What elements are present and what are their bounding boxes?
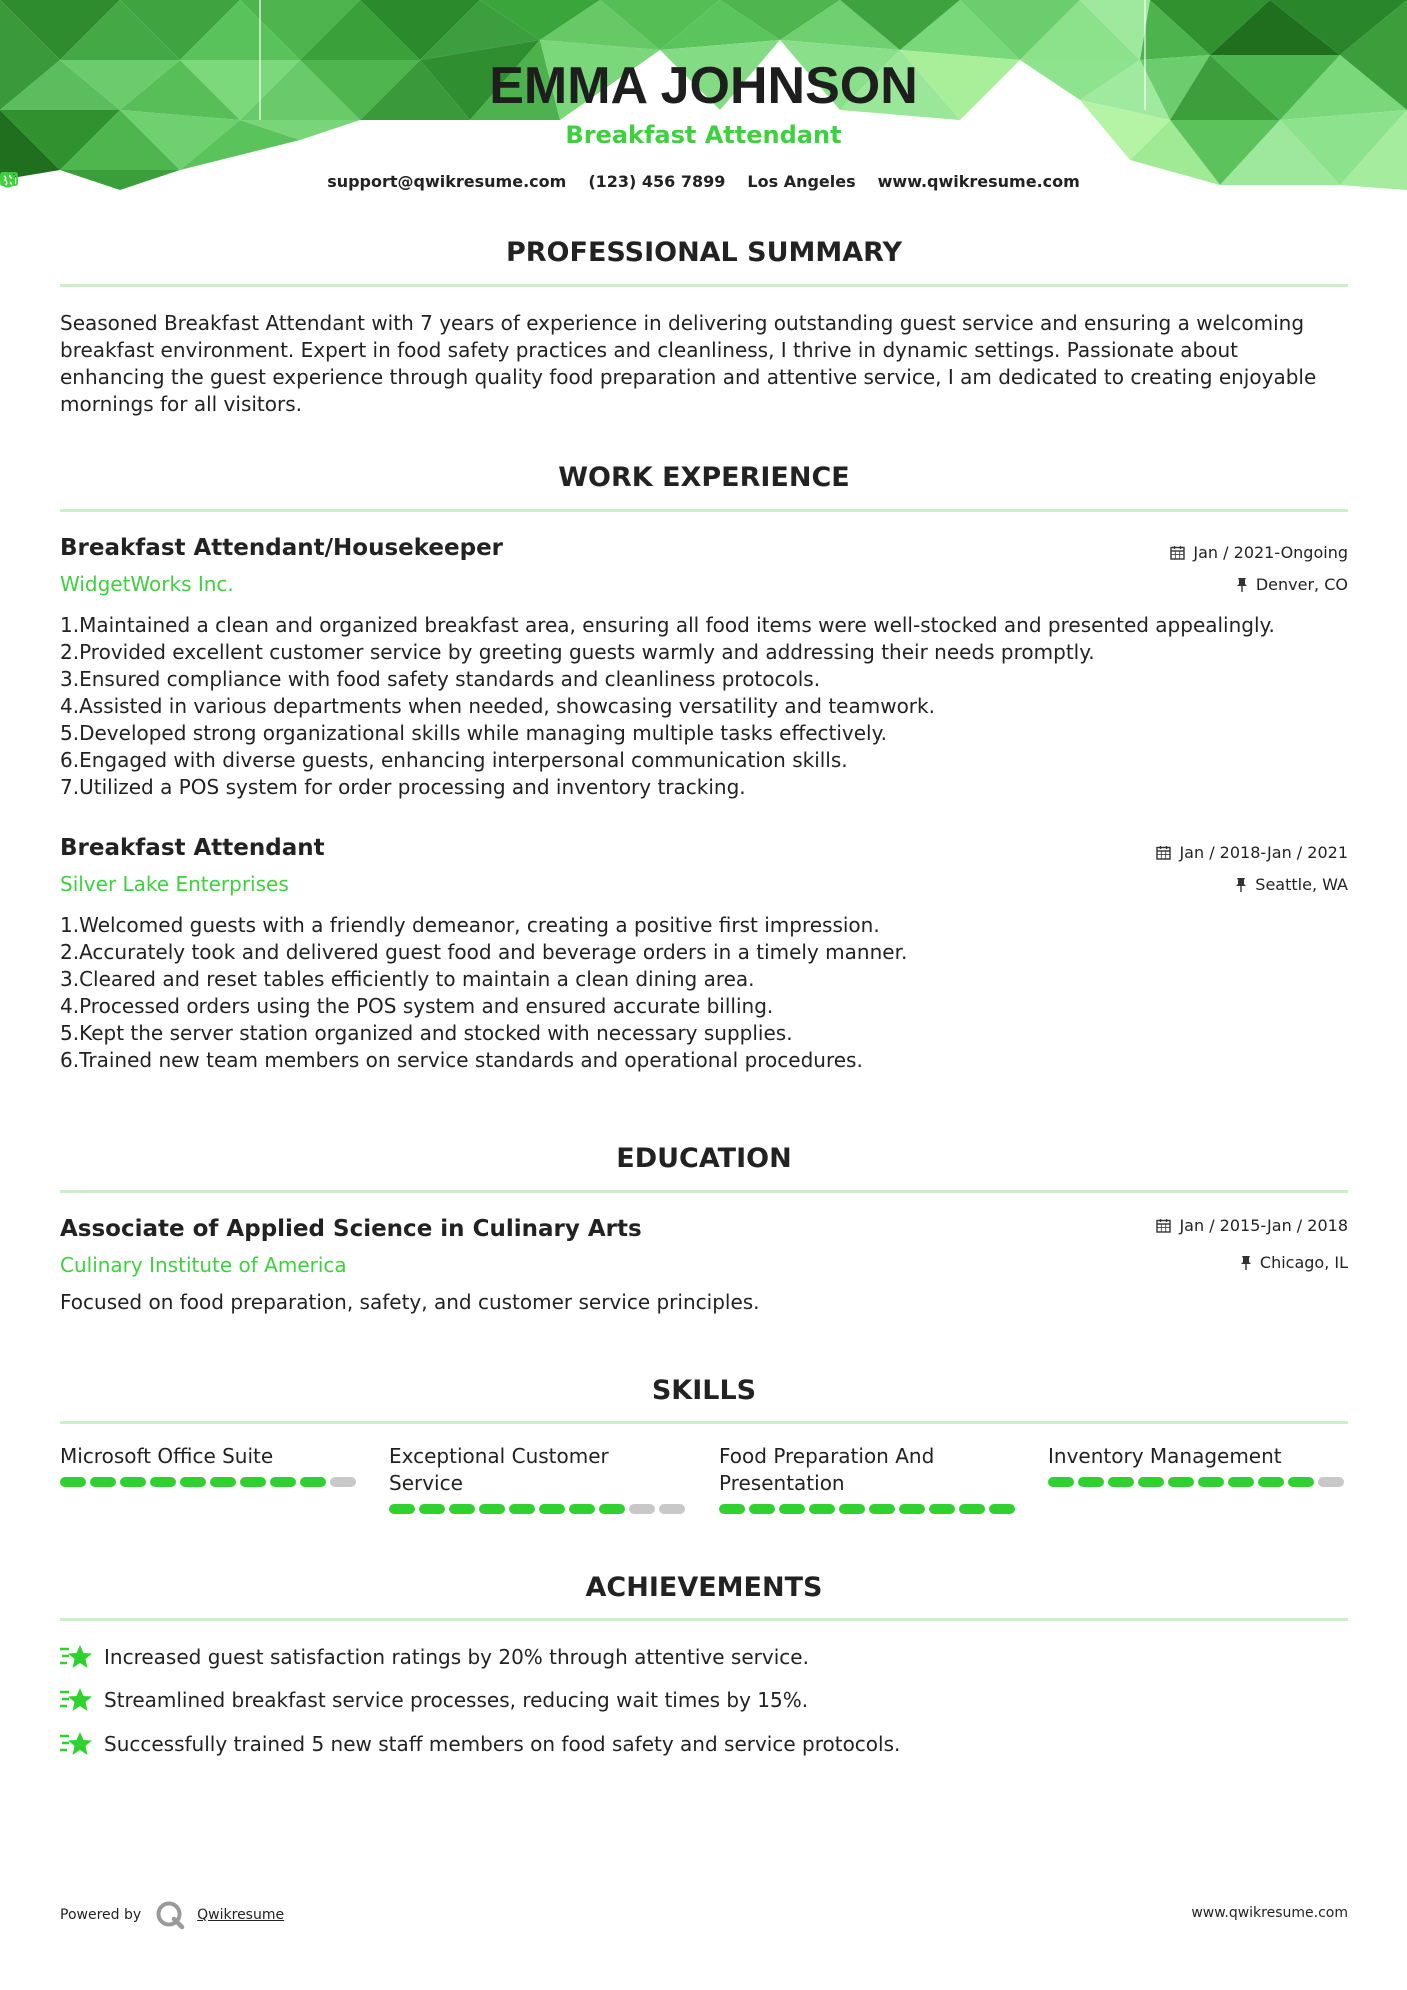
contact-email-text: support@qwikresume.com xyxy=(327,172,567,191)
pushpin-icon xyxy=(1240,1255,1252,1270)
skill-level-segment xyxy=(90,1477,116,1487)
education-heading: EDUCATION xyxy=(616,1143,792,1174)
contact-location xyxy=(747,172,855,191)
skill-level-segment xyxy=(1138,1477,1164,1487)
list-item: 4.Processed orders using the POS system and ensured accurate billing. xyxy=(60,994,774,1018)
contact-website[interactable] xyxy=(878,172,1080,191)
star-badge-icon xyxy=(60,1731,92,1757)
list-item: 6.Engaged with diverse guests, enhancing interpersonal communication skills. xyxy=(60,748,848,772)
footer-powered-by xyxy=(60,1900,284,1930)
skill-level-segment xyxy=(569,1504,595,1514)
skill-name: Exceptional Customer Service xyxy=(389,1444,609,1495)
skill-level-bar xyxy=(719,1504,1019,1514)
skill-level-segment xyxy=(1168,1477,1194,1487)
achievement-item xyxy=(60,1731,900,1757)
skills-rule xyxy=(60,1421,1348,1424)
education-rule xyxy=(60,1190,1348,1193)
job-dates-text: Jan / 2021-Ongoing xyxy=(1193,543,1348,562)
list-item: 7.Utilized a POS system for order processing and inventory tracking. xyxy=(60,775,746,799)
skills-heading: SKILLS xyxy=(651,1375,757,1406)
skill-item xyxy=(719,1443,1019,1514)
experience-heading: WORK EXPERIENCE xyxy=(558,462,850,493)
qwikresume-logo-icon xyxy=(155,1900,185,1930)
skill-level-segment xyxy=(809,1504,835,1514)
list-item: 5.Kept the server station organized and stocked with necessary supplies. xyxy=(60,1021,793,1045)
footer-website[interactable]: www.qwikresume.com xyxy=(1191,1905,1348,1921)
summary-text: Seasoned Breakfast Attendant with 7 years of experience in delivering outstanding guest service and ensuring a welcoming breakfast environment. Expert in food safety practices and cleanliness, I thrive in dynamic settings. Passionate about enhancing the guest experience through quality food preparation and attentive service, I am dedicated to creating enjoyable mornings for all visitors. xyxy=(60,311,1317,416)
skill-level-segment xyxy=(599,1504,625,1514)
skill-level-segment xyxy=(270,1477,296,1487)
calendar-icon xyxy=(1156,845,1171,860)
candidate-role: Breakfast Attendant xyxy=(565,121,842,149)
skill-level-segment xyxy=(959,1504,985,1514)
qwikresume-link[interactable]: Qwikresume xyxy=(197,1907,285,1923)
skill-level-segment xyxy=(539,1504,565,1514)
skill-level-bar xyxy=(60,1477,360,1487)
skill-level-segment xyxy=(240,1477,266,1487)
skill-level-segment xyxy=(330,1477,356,1487)
skill-level-segment xyxy=(449,1504,475,1514)
skill-level-bar xyxy=(389,1504,689,1514)
education-location xyxy=(1240,1253,1348,1272)
powered-by-label: Powered by xyxy=(60,1907,142,1923)
job-dates xyxy=(1170,543,1348,562)
skill-level-segment xyxy=(60,1477,86,1487)
skill-level-segment xyxy=(1258,1477,1284,1487)
skill-level-segment xyxy=(300,1477,326,1487)
contact-bar xyxy=(0,172,1407,191)
contact-location-text: Los Angeles xyxy=(747,172,856,191)
job-duties xyxy=(60,912,1348,1074)
list-item: 3.Cleared and reset tables efficiently to maintain a clean dining area. xyxy=(60,967,755,991)
list-item: 3.Ensured compliance with food safety standards and cleanliness protocols. xyxy=(60,667,821,691)
job-location-text: Seattle, WA xyxy=(1255,875,1348,894)
list-item: 2.Provided excellent customer service by greeting guests warmly and addressing their needs promptly. xyxy=(60,640,1095,664)
achievement-item xyxy=(60,1644,809,1670)
skill-name: Food Preparation And Presentation xyxy=(719,1444,935,1495)
skill-item xyxy=(1048,1443,1348,1487)
skill-level-segment xyxy=(120,1477,146,1487)
achievements-rule xyxy=(60,1618,1348,1621)
skill-item xyxy=(389,1443,689,1514)
education-dates xyxy=(1156,1216,1348,1235)
summary-rule xyxy=(60,284,1348,287)
job-company: Silver Lake Enterprises xyxy=(60,872,289,896)
skill-level-segment xyxy=(929,1504,955,1514)
list-item: 5.Developed strong organizational skills while managing multiple tasks effectively. xyxy=(60,721,887,745)
education-location-text: Chicago, IL xyxy=(1259,1253,1348,1272)
skill-level-segment xyxy=(389,1504,415,1514)
skill-level-segment xyxy=(1048,1477,1074,1487)
pushpin-icon xyxy=(1235,877,1247,892)
skill-level-segment xyxy=(839,1504,865,1514)
skill-name: Inventory Management xyxy=(1048,1444,1282,1468)
degree-title: Associate of Applied Science in Culinary Arts xyxy=(60,1216,642,1242)
skill-level-segment xyxy=(989,1504,1015,1514)
skill-level-segment xyxy=(419,1504,445,1514)
job-location-text: Denver, CO xyxy=(1255,575,1348,594)
job-dates xyxy=(1156,843,1348,862)
globe-icon xyxy=(0,172,16,188)
contact-email[interactable] xyxy=(327,172,566,191)
job-company: WidgetWorks Inc. xyxy=(60,572,234,596)
achievement-text: Increased guest satisfaction ratings by 20% through attentive service. xyxy=(104,1645,809,1669)
job-title: Breakfast Attendant xyxy=(60,835,325,861)
skill-level-segment xyxy=(180,1477,206,1487)
skill-level-segment xyxy=(150,1477,176,1487)
education-dates-text: Jan / 2015-Jan / 2018 xyxy=(1179,1216,1348,1235)
skill-level-segment xyxy=(509,1504,535,1514)
achievements-heading: ACHIEVEMENTS xyxy=(585,1572,823,1603)
candidate-name: EMMA JOHNSON xyxy=(489,57,918,115)
calendar-icon xyxy=(1156,1218,1171,1233)
skill-level-segment xyxy=(210,1477,236,1487)
skill-level-segment xyxy=(1318,1477,1344,1487)
skill-item xyxy=(60,1443,360,1487)
skill-level-segment xyxy=(749,1504,775,1514)
skill-level-segment xyxy=(1228,1477,1254,1487)
achievement-item xyxy=(60,1687,808,1713)
skill-level-segment xyxy=(659,1504,685,1514)
list-item: 6.Trained new team members on service standards and operational procedures. xyxy=(60,1048,863,1072)
contact-website-text: www.qwikresume.com xyxy=(877,172,1080,191)
skill-level-segment xyxy=(899,1504,925,1514)
school-name: Culinary Institute of America xyxy=(60,1253,347,1277)
skill-level-segment xyxy=(1078,1477,1104,1487)
job-dates-text: Jan / 2018-Jan / 2021 xyxy=(1179,843,1348,862)
job-duties xyxy=(60,612,1348,801)
star-badge-icon xyxy=(60,1644,92,1670)
contact-phone-text: (123) 456 7899 xyxy=(588,172,726,191)
skill-level-segment xyxy=(479,1504,505,1514)
list-item: 1.Maintained a clean and organized breakfast area, ensuring all food items were well-stocked and presented appealingly. xyxy=(60,613,1275,637)
skill-level-segment xyxy=(869,1504,895,1514)
skill-name: Microsoft Office Suite xyxy=(60,1444,274,1468)
job-location xyxy=(1236,575,1348,594)
achievement-text: Streamlined breakfast service processes, reducing wait times by 15%. xyxy=(104,1688,809,1712)
list-item: 4.Assisted in various departments when needed, showcasing versatility and teamwork. xyxy=(60,694,935,718)
header-banner xyxy=(0,0,1407,200)
achievement-text: Successfully trained 5 new staff members on food safety and service protocols. xyxy=(104,1732,901,1756)
job-location xyxy=(1235,875,1348,894)
list-item: 1.Welcomed guests with a friendly demeanor, creating a positive first impression. xyxy=(60,913,880,937)
pushpin-icon xyxy=(1236,577,1248,592)
contact-phone[interactable] xyxy=(588,172,725,191)
experience-rule xyxy=(60,509,1348,512)
skill-level-segment xyxy=(1288,1477,1314,1487)
skill-level-segment xyxy=(629,1504,655,1514)
skill-level-segment xyxy=(1198,1477,1224,1487)
education-description: Focused on food preparation, safety, and customer service principles. xyxy=(60,1290,760,1314)
job-title: Breakfast Attendant/Housekeeper xyxy=(60,535,504,561)
skill-level-segment xyxy=(779,1504,805,1514)
calendar-icon xyxy=(1170,545,1185,560)
star-badge-icon xyxy=(60,1687,92,1713)
summary-heading: PROFESSIONAL SUMMARY xyxy=(505,237,903,268)
list-item: 2.Accurately took and delivered guest food and beverage orders in a timely manner. xyxy=(60,940,908,964)
skill-level-segment xyxy=(1108,1477,1134,1487)
skill-level-bar xyxy=(1048,1477,1348,1487)
skill-level-segment xyxy=(719,1504,745,1514)
